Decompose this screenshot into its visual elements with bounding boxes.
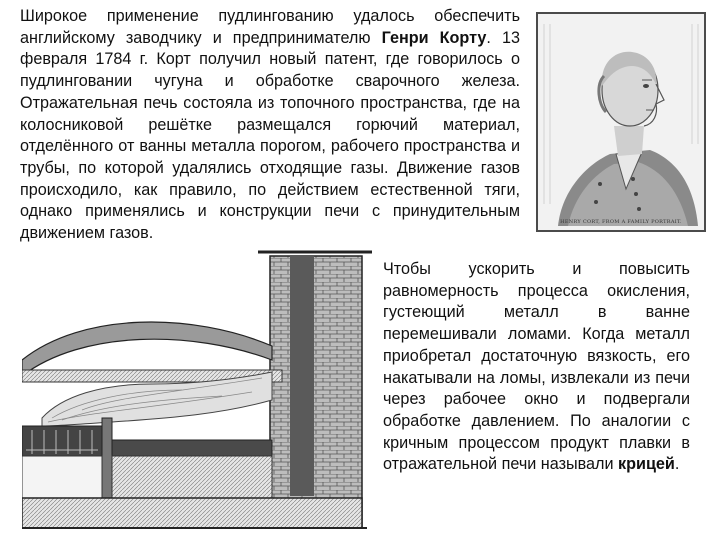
henry-cort-portrait xyxy=(536,12,706,232)
process-text-end: . xyxy=(674,455,680,474)
bloom-term: крицей xyxy=(618,455,675,474)
puddling-process-paragraph xyxy=(383,259,690,476)
process-text: Чтобы ускорить и повысить равномерность процесса окисления, густеющий металл в ванне перемешивали ломами. Когда металл приобретал достаточную вязкость, его накатывали на ломы, извлекали из печи через рабочее окно и подвергали обработке давлением. По аналогии с кричным процессом продукт плавки в отражательной печи называли xyxy=(383,260,690,474)
portrait-caption: HENRY CORT, FROM A FAMILY PORTRAIT. xyxy=(560,219,682,225)
intro-text-start: Широкое применение пудлингованию удалось обеспечить английскому заводчику и предпринимателю xyxy=(20,7,520,47)
furnace-engraving xyxy=(22,250,372,532)
intro-paragraph xyxy=(20,6,520,245)
intro-text-end: . 13 февраля 1784 г. Корт получил новый патент, где говорилось о пудлинговании чугуна и обработке сварочного железа. Отражательная печь состояла из топочного пространства, где на колосниковой решётке размещался горючий материал, отделённого от ванны металла порогом, рабочего пространства и трубы, по которой удалялись отходящие газы. Движение газов происходило, как правило, по действием естественной тяги, однако применялись и конструкции печи с принудительным движением газов. xyxy=(20,28,520,243)
reverberatory-furnace-illustration xyxy=(22,250,372,532)
portrait-engraving xyxy=(538,14,704,230)
inventor-name: Генри Корту xyxy=(381,28,487,47)
